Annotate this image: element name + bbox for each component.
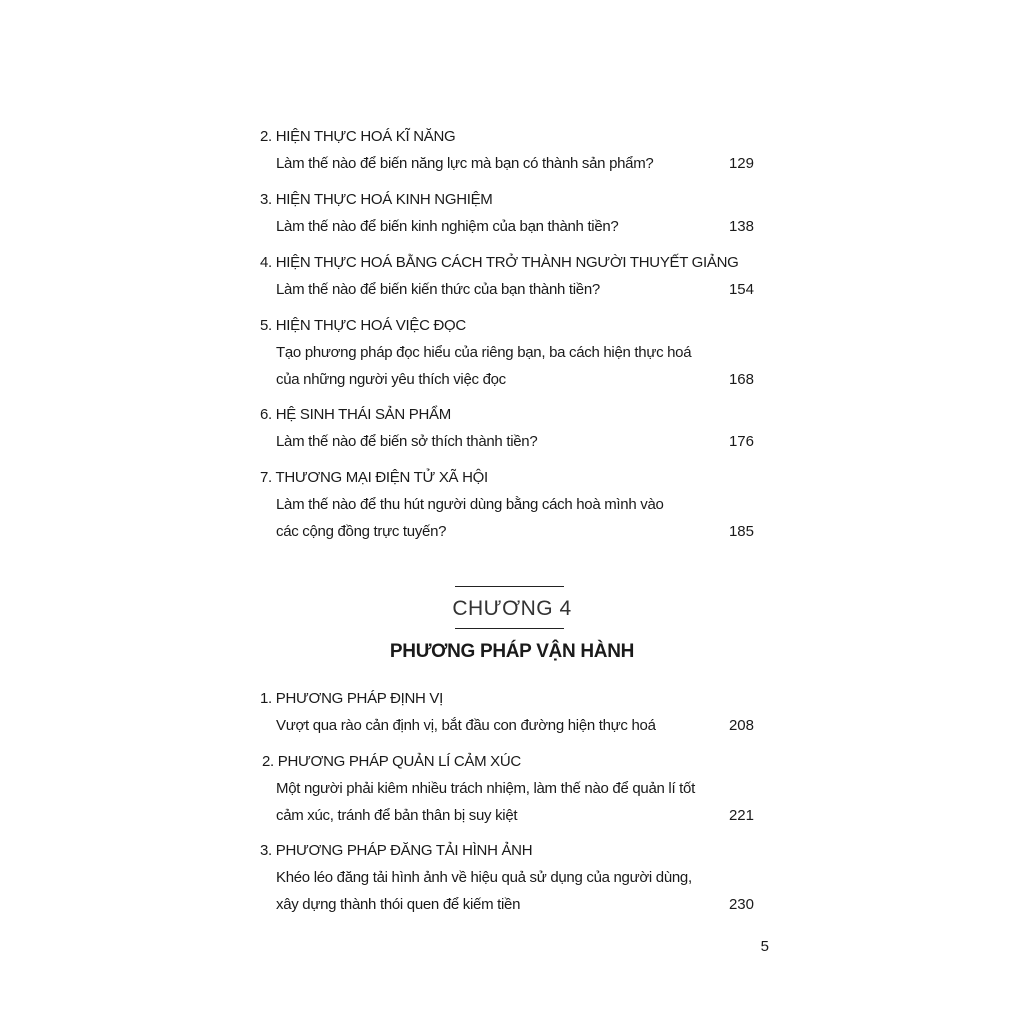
entry-title: 5. HIỆN THỰC HOÁ VIỆC ĐỌC	[260, 317, 466, 334]
entry-page-number: 154	[728, 281, 754, 298]
entry-description: Tạo phương pháp đọc hiểu của riêng bạn, ba cách hiện thực hoá	[276, 344, 692, 361]
entry-title: 4. HIỆN THỰC HOÁ BẰNG CÁCH TRỞ THÀNH NGƯỜI THUYẾT GIẢNG	[260, 254, 739, 271]
entry-title: 2. PHƯƠNG PHÁP QUẢN LÍ CẢM XÚC	[262, 753, 521, 770]
entry-title: 3. PHƯƠNG PHÁP ĐĂNG TẢI HÌNH ẢNH	[260, 842, 533, 859]
entry-page-number: 208	[728, 717, 754, 734]
entry-page-number: 138	[728, 218, 754, 235]
entry-description: Vượt qua rào cản định vị, bắt đầu con đường hiện thực hoá	[276, 717, 656, 734]
entry-title: 7. THƯƠNG MẠI ĐIỆN TỬ XÃ HỘI	[260, 469, 488, 486]
chapter-rule-top	[455, 586, 564, 587]
entry-page-number: 221	[728, 807, 754, 824]
entry-description: của những người yêu thích việc đọc	[276, 371, 506, 388]
entry-title: 3. HIỆN THỰC HOÁ KINH NGHIỆM	[260, 191, 493, 208]
entry-description: xây dựng thành thói quen để kiếm tiền	[276, 896, 521, 913]
entry-description: Khéo léo đăng tải hình ảnh về hiệu quả sử dụng của người dùng,	[276, 869, 692, 886]
chapter-label: CHƯƠNG 4	[452, 597, 572, 620]
entry-title: 6. HỆ SINH THÁI SẢN PHẨM	[260, 406, 451, 423]
entry-page-number: 230	[728, 896, 754, 913]
entry-title: 2. HIỆN THỰC HOÁ KĨ NĂNG	[260, 128, 456, 145]
entry-description: Làm thế nào để biến kiến thức của bạn thành tiền?	[276, 281, 600, 298]
entry-description: Làm thế nào để biến sở thích thành tiền?	[276, 433, 538, 450]
entry-title: 1. PHƯƠNG PHÁP ĐỊNH VỊ	[260, 690, 444, 707]
entry-description: Một người phải kiêm nhiều trách nhiệm, làm thế nào để quản lí tốt	[276, 780, 695, 797]
entry-description: cảm xúc, tránh để bản thân bị suy kiệt	[276, 807, 518, 824]
entry-description: Làm thế nào để thu hút người dùng bằng cách hoà mình vào	[276, 496, 664, 513]
entry-description: các cộng đồng trực tuyến?	[276, 523, 447, 540]
page-number: 5	[760, 938, 769, 955]
entry-page-number: 129	[728, 155, 754, 172]
entry-page-number: 185	[728, 523, 754, 540]
entry-description: Làm thế nào để biến năng lực mà bạn có thành sản phẩm?	[276, 155, 654, 172]
chapter-rule-bottom	[455, 628, 564, 629]
chapter-title: PHƯƠNG PHÁP VẬN HÀNH	[389, 641, 635, 662]
entry-description: Làm thế nào để biến kinh nghiệm của bạn thành tiền?	[276, 218, 619, 235]
entry-page-number: 168	[728, 371, 754, 388]
entry-page-number: 176	[728, 433, 754, 450]
